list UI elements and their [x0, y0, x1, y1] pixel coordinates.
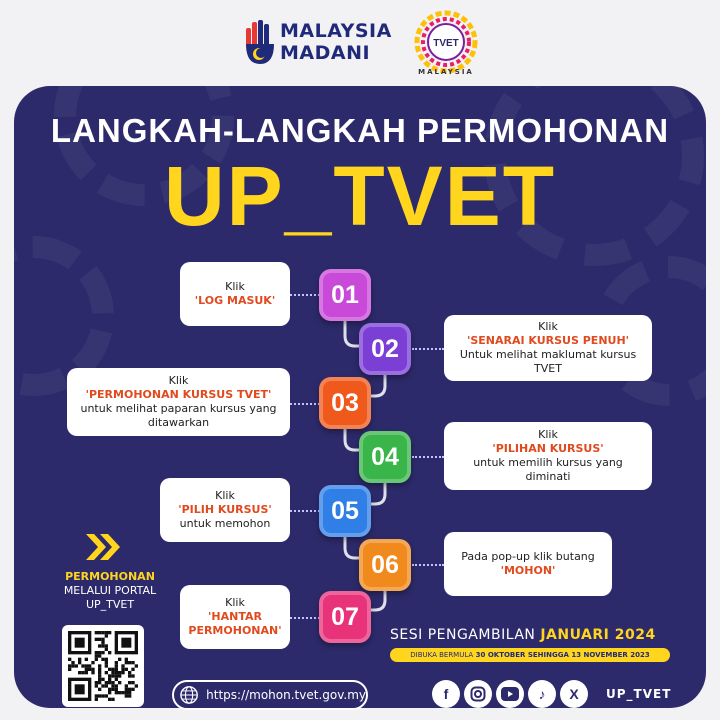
step-04-post: untuk memilih kursus yang diminati	[473, 456, 623, 483]
step-04-pre: Klik	[538, 428, 558, 441]
step-05-card	[160, 478, 290, 542]
tvet-logo-icon	[414, 10, 478, 74]
step-04-card	[444, 422, 652, 490]
step-02-pre: Klik	[538, 320, 558, 333]
step-07-pre: Klik	[225, 596, 245, 609]
step-05-highlight: 'PILIH KURSUS'	[178, 503, 272, 516]
step-03-card	[67, 368, 290, 436]
opening-dates-badge	[390, 648, 670, 662]
madani-logo-text	[280, 20, 392, 64]
instagram-icon[interactable]	[464, 680, 492, 708]
step-05-post: untuk memohon	[179, 517, 271, 530]
tvet-logo-country: MALAYSIA	[418, 68, 474, 76]
step-04-dots	[412, 456, 444, 458]
step-07-card	[180, 585, 290, 649]
step-04-highlight: 'PILIHAN KURSUS'	[492, 442, 604, 455]
globe-icon	[180, 685, 198, 705]
step-06-number: 06	[371, 550, 399, 579]
step-04-tile	[359, 431, 411, 483]
qr-code-icon	[68, 631, 138, 701]
session-label: SESI PENGAMBILAN	[390, 627, 536, 643]
step-02-tile	[359, 323, 411, 375]
portal-url-text: https://mohon.tvet.gov.my	[206, 688, 366, 702]
step-01-highlight: 'LOG MASUK'	[194, 294, 276, 307]
step-07-highlight: 'HANTAR PERMOHONAN'	[188, 610, 282, 637]
step-02-number: 02	[371, 334, 399, 363]
step-06-tile	[359, 539, 411, 591]
step-02-post: Untuk melihat maklumat kursus TVET	[459, 348, 637, 375]
step-03-dots	[290, 403, 320, 405]
step-05-dots	[290, 510, 320, 512]
facebook-icon[interactable]: f	[432, 680, 460, 708]
portal-url-link[interactable]	[172, 680, 368, 710]
svg-text:TVET: TVET	[433, 38, 459, 49]
step-03-post: untuk melihat paparan kursus yang ditawarkan	[80, 402, 277, 429]
madani-logo-line2: MADANI	[280, 42, 371, 64]
step-07-tile	[319, 591, 371, 643]
step-05-pre: Klik	[215, 489, 235, 502]
youtube-icon[interactable]	[496, 680, 524, 708]
page-title: UP_TVET	[163, 149, 557, 243]
step-07-dots	[290, 617, 320, 619]
portal-label-line3: UP_TVET	[85, 598, 135, 611]
step-03-pre: Klik	[168, 374, 189, 387]
step-05-number: 05	[331, 496, 359, 525]
step-06-card	[444, 532, 612, 596]
opening-prefix: DIBUKA BERMULA	[410, 651, 474, 659]
session-value: JANUARI 2024	[540, 627, 656, 643]
step-06-dots	[412, 564, 444, 566]
page-subtitle: LANGKAH-LANGKAH PERMOHONAN	[50, 112, 670, 149]
portal-label-line1: PERMOHONAN	[65, 570, 155, 583]
instagram-glyph-icon	[470, 686, 486, 702]
step-02-dots	[412, 348, 444, 350]
session-info	[390, 627, 690, 643]
step-01-card	[180, 262, 290, 326]
madani-logo-line1: MALAYSIA	[280, 20, 392, 42]
qr-code[interactable]	[62, 625, 144, 707]
portal-label-line2: MELALUI PORTAL	[63, 584, 157, 597]
step-01-number: 01	[331, 280, 359, 309]
step-02-card	[444, 315, 652, 381]
step-03-number: 03	[331, 388, 359, 417]
step-04-number: 04	[371, 442, 399, 471]
step-06-highlight: 'MOHON'	[500, 564, 556, 577]
step-03-highlight: 'PERMOHONAN KURSUS TVET'	[85, 388, 272, 401]
step-05-tile	[319, 485, 371, 537]
step-01-dots	[290, 294, 320, 296]
tiktok-icon[interactable]: ♪	[528, 680, 556, 708]
step-07-number: 07	[331, 602, 359, 631]
opening-dates: 30 OKTOBER SEHINGGA 13 NOVEMBER 2023	[475, 651, 650, 659]
double-chevron-icon	[84, 532, 124, 562]
step-06-pre: Pada pop-up klik butang	[461, 550, 595, 563]
step-01-pre: Klik	[225, 280, 245, 293]
step-03-tile	[319, 377, 371, 429]
x-icon[interactable]: X	[560, 680, 588, 708]
step-02-highlight: 'SENARAI KURSUS PENUH'	[466, 334, 630, 347]
step-01-tile	[319, 269, 371, 321]
social-handle: UP_TVET	[606, 687, 672, 701]
madani-hand-icon	[244, 18, 276, 66]
youtube-glyph-icon	[501, 687, 519, 701]
